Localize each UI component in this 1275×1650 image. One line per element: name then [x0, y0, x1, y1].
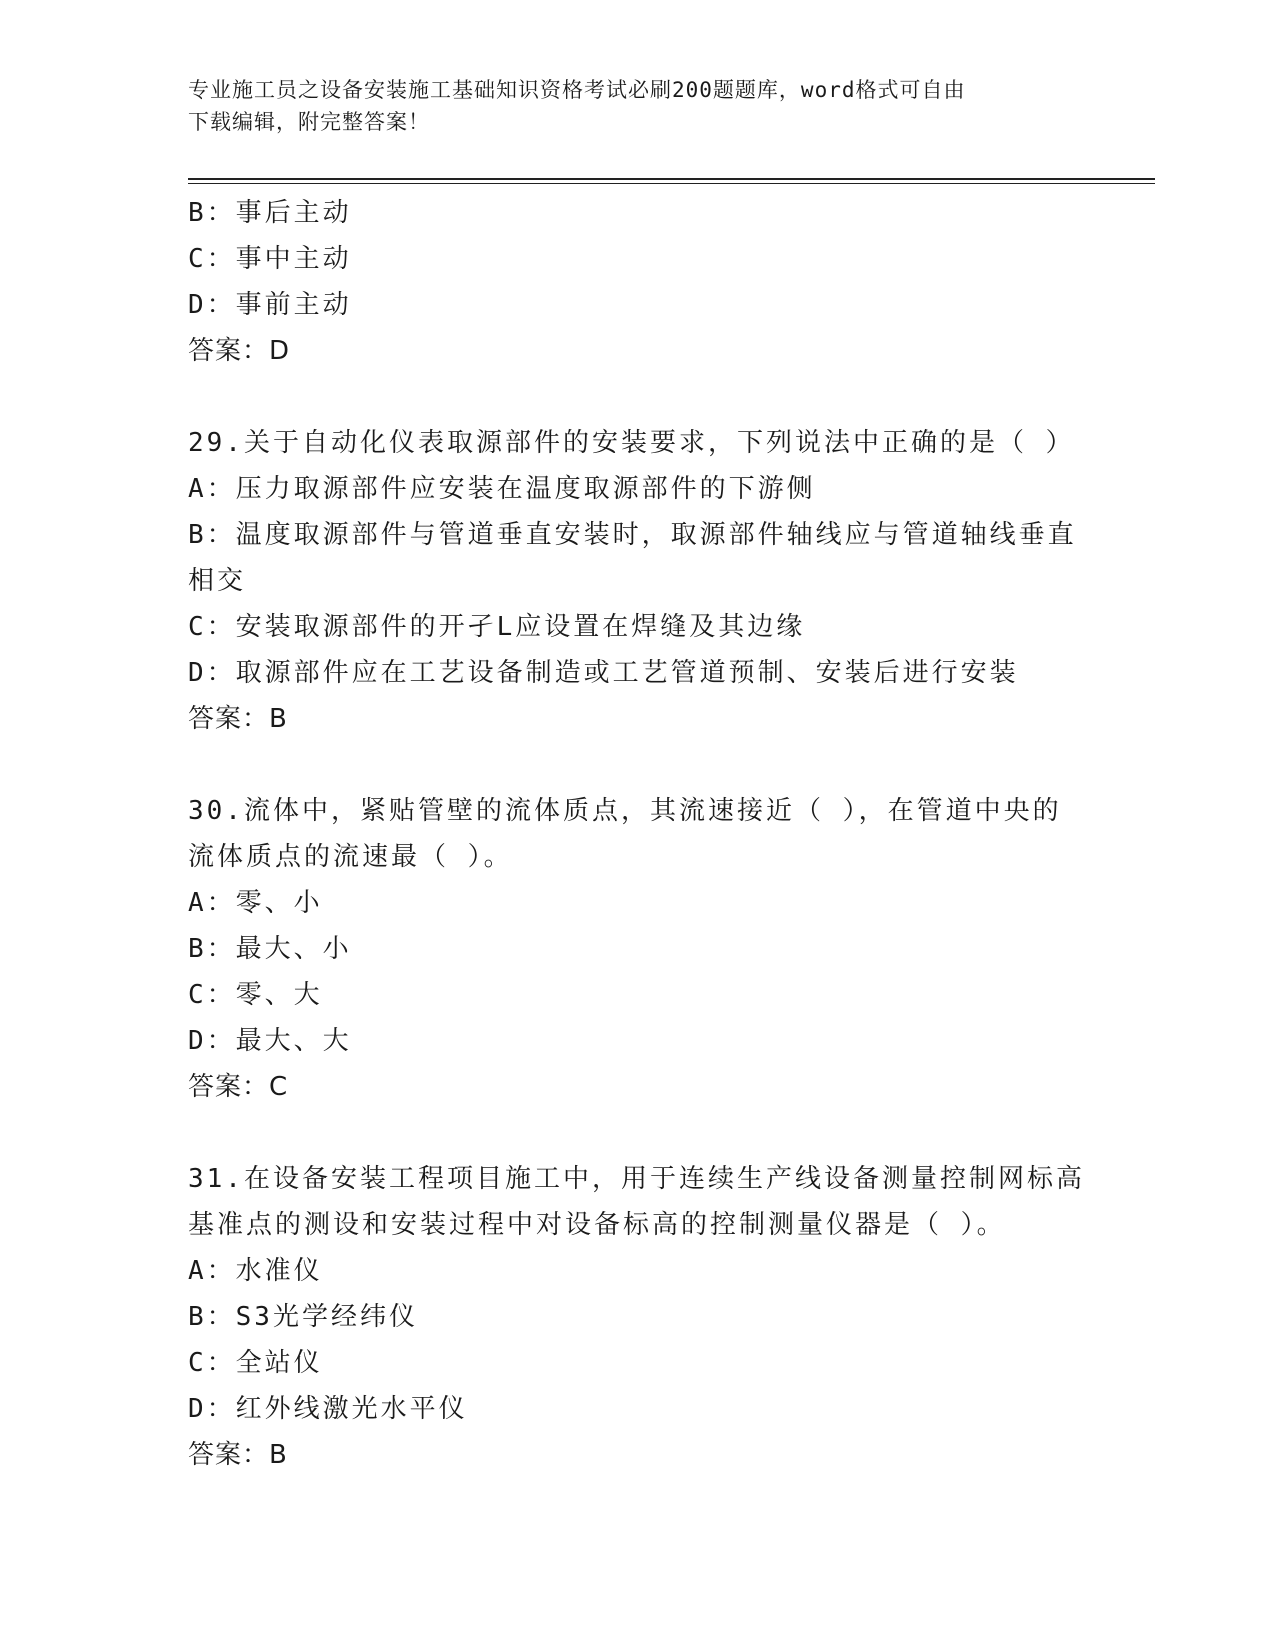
option-a: A：压力取源部件应安装在温度取源部件的下游侧 — [188, 474, 816, 504]
option-c: C：事中主动 — [188, 244, 352, 274]
option-b: B：最大、小 — [188, 934, 352, 964]
option-b: B：S3光学经纬仪 — [188, 1302, 418, 1332]
header-title-line-2: 下载编辑，附完整答案！ — [188, 110, 430, 134]
option-d: D：红外线激光水平仪 — [188, 1394, 468, 1424]
option-c: C：全站仪 — [188, 1348, 323, 1378]
option-d: D：取源部件应在工艺设备制造或工艺管道预制、安装后进行安装 — [188, 658, 1019, 688]
answer-line: 答案：D — [188, 336, 291, 366]
document-body — [188, 190, 1088, 1478]
option-b-continued: 相交 — [188, 566, 247, 596]
question-stem-line-2: 流体质点的流速最（ ）。 — [188, 842, 513, 872]
question-29 — [188, 420, 1088, 742]
spacer — [188, 374, 1088, 420]
document-header — [188, 74, 1088, 138]
question-28-continuation — [188, 190, 1088, 374]
option-c: C：零、大 — [188, 980, 323, 1010]
answer-line: 答案：B — [188, 1440, 288, 1470]
option-a: A：水准仪 — [188, 1256, 323, 1286]
header-title-line-1: 专业施工员之设备安装施工基础知识资格考试必刷200题题库，word格式可自由 — [188, 78, 966, 102]
question-stem-line-1: 30.流体中，紧贴管壁的流体质点，其流速接近（ ），在管道中央的 — [188, 796, 1062, 826]
question-31 — [188, 1156, 1088, 1478]
answer-line: 答案：C — [188, 1072, 289, 1102]
question-30 — [188, 788, 1088, 1110]
option-a: A：零、小 — [188, 888, 323, 918]
option-c: C：安装取源部件的开孑L应设置在焊缝及其边缘 — [188, 612, 806, 642]
question-stem: 29.关于自动化仪表取源部件的安装要求，下列说法中正确的是（ ） — [188, 428, 1075, 458]
question-stem-line-2: 基准点的测设和安装过程中对设备标高的控制测量仪器是（ ）。 — [188, 1210, 1006, 1240]
answer-line: 答案：B — [188, 704, 288, 734]
option-b: B：温度取源部件与管道垂直安装时，取源部件轴线应与管道轴线垂直 — [188, 520, 1077, 550]
option-d: D：事前主动 — [188, 290, 352, 320]
spacer — [188, 1110, 1088, 1156]
option-b: B：事后主动 — [188, 198, 352, 228]
option-d: D：最大、大 — [188, 1026, 352, 1056]
header-divider-thin — [188, 183, 1155, 184]
question-stem-line-1: 31.在设备安装工程项目施工中，用于连续生产线设备测量控制网标高 — [188, 1164, 1085, 1194]
header-divider-thick — [188, 178, 1155, 180]
spacer — [188, 742, 1088, 788]
